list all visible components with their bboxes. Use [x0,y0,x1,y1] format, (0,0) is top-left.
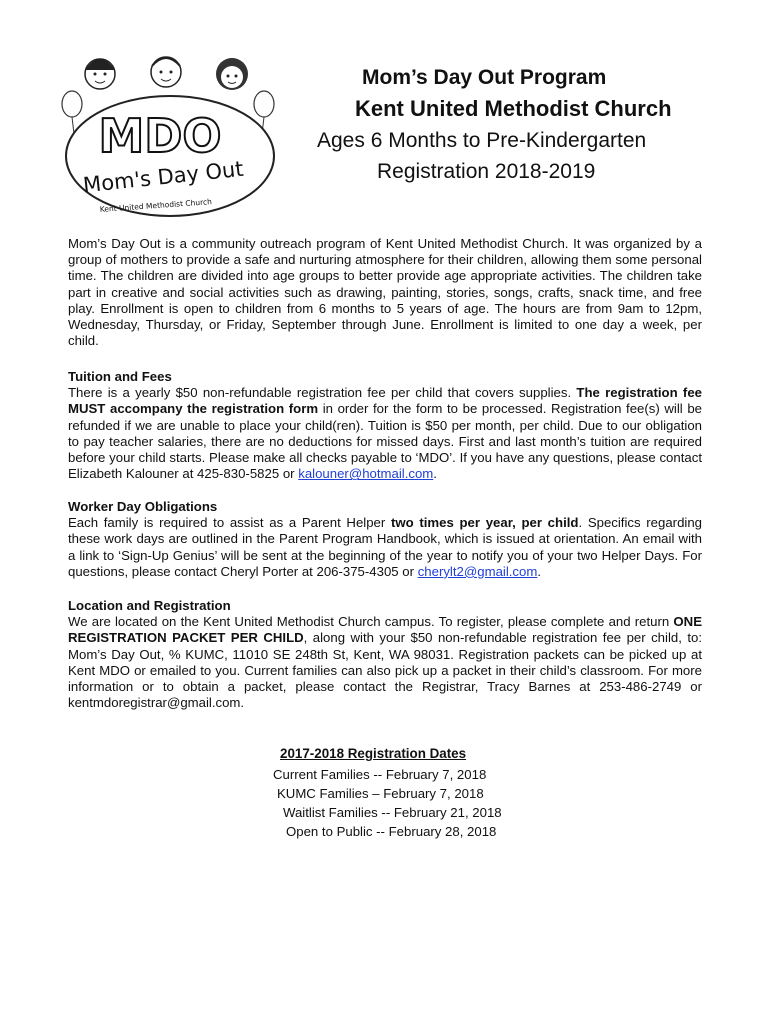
intro-paragraph: Mom’s Day Out is a community outreach program of Kent United Methodist Church. It was organized by a group of mothers to provide a safe and nurturing atmosphere for their children, allowing them some personal time. The children are divided into age groups to better provide age appropriate activities. The children take part in creative and social activities such as drawing, painting, stories, songs, crafts, snack time, and free play. Enrollment is open to children from 6 months to 5 years of age. The hours are from 9am to 12pm, Wednesday, Thursday, or Friday, September through June. Enrollment is limited to one day a week, per child. [68,236,702,349]
tuition-text-2: in order for the form to be processed. Registration fee(s) will be refunded if we are unable to place your child(ren). Tuition is $50 per month, per child. Due to our obligation to pay teacher salaries, there are no deductions for missed days. First and last month’s tuition are required before your child starts. Please make all checks payable to ‘MDO’. If you have any questions, please contact Elizabeth Kalouner at 425-830-5825 or [68,401,702,482]
location-bold: ONE REGISTRATION PACKET PER CHILD [68,614,702,646]
date-item-waitlist-families: Waitlist Families -- February 21, 2018 [283,805,502,820]
date-item-kumc-families: KUMC Families – February 7, 2018 [277,786,484,801]
worker-text-3: . [537,563,542,579]
worker-bold: two times per year, per child [390,515,579,531]
mdo-logo-graphic [60,44,282,220]
location-text-2: , along with your $50 non-refundable registration fee per child, to: Mom’s Day Out, % KUMC, 11010 SE 248th St, Kent, WA 98031. Registration packets can be picked up at Kent MDO or emailed to you. Current families can also pick up a packet in their child’s classroom. For more information or to obtain a packet, please contact the Registrar, Tracy Barnes at 253-486-2749 or kentmdoregistrar@gmail.com. [68,630,702,711]
age-range-title: Ages 6 Months to Pre-Kindergarten [317,129,647,152]
logo-name: Mom's Day Out [81,156,245,198]
worker-email-link[interactable]: cherylt2@gmail.com [417,563,538,579]
tuition-text-3: . [433,466,437,482]
tuition-section [68,369,702,482]
church-title: Kent United Methodist Church [355,96,672,121]
tuition-heading: Tuition and Fees [68,369,172,384]
program-title: Mom’s Day Out Program [362,66,607,89]
logo-initials: MDO [98,109,222,163]
registration-year-title: Registration 2018-2019 [377,160,596,183]
tuition-bold: The registration fee MUST accompany the registration form [68,385,702,417]
date-item-current-families: Current Families -- February 7, 2018 [273,767,487,782]
tuition-email-link[interactable]: kalouner@hotmail.com [298,466,434,482]
location-section [68,598,702,711]
location-text-1: We are located on the Kent United Methodist Church campus. To register, please complete and return [68,614,674,630]
logo-church: Kent United Methodist Church [99,197,213,214]
mdo-logo [60,44,282,220]
worker-text-2: . Specifics regarding these work days are outlined in the Parent Program Handbook, which is issued at orientation. An email with a link to ‘Sign-Up Genius’ will be sent at the beginning of the year to notify you of your two Helper Days. For questions, please contact Cheryl Porter at 206-375-4305 or [68,515,702,579]
tuition-text-1: There is a yearly $50 non-refundable registration fee per child that covers supplies. [68,385,577,401]
worker-heading: Worker Day Obligations [68,499,218,514]
location-heading: Location and Registration [68,598,231,613]
worker-text-1: Each family is required to assist as a Parent Helper [68,515,391,531]
registration-dates-title: 2017-2018 Registration Dates [280,746,467,761]
worker-section [68,499,702,580]
date-item-open-to-public: Open to Public -- February 28, 2018 [286,824,497,839]
